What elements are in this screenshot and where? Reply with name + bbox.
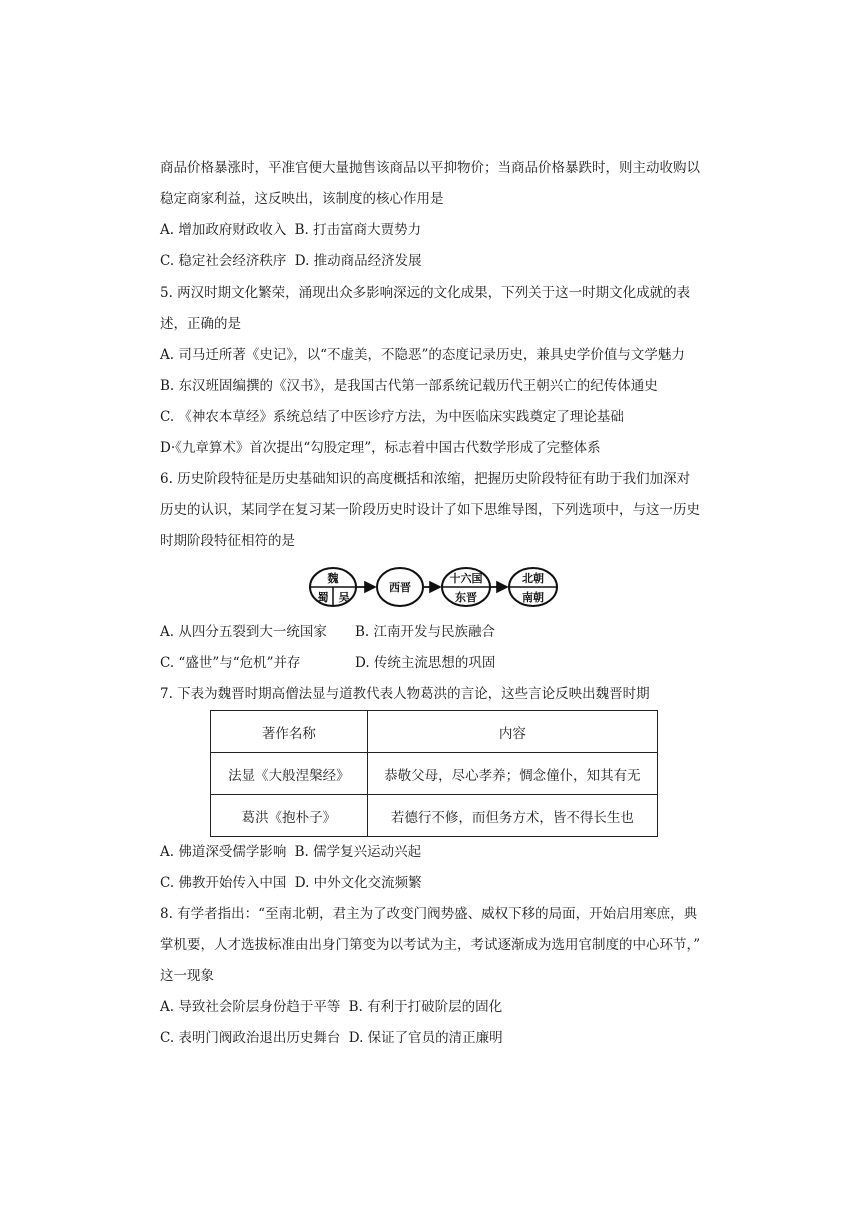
node1-top-label: 魏 — [327, 572, 339, 585]
table-row — [211, 795, 658, 837]
q6-stem-line1: 6. 历史阶段特征是历史基础知识的高度概括和浓缩，把握历史阶段特征有助于我们加深对 — [160, 471, 691, 487]
q5-stem-line2: 述，正确的是 — [160, 316, 241, 332]
q7-stem-line1: 7. 下表为魏晋时期高僧法显与道教代表人物葛洪的言论，这些言论反映出魏晋时期 — [160, 686, 650, 702]
table-cell: 恭敬父母，尽心孝养；惆念僮仆，知其有无 — [367, 753, 657, 795]
q5-option-b: B. 东汉班固编撰的《汉书》，是我国古代第一部系统记载历代王朝兴亡的纪传体通史 — [160, 378, 658, 394]
q8-options-cd — [160, 1032, 503, 1046]
q7-option-c: C. 佛教开始传入中国 — [160, 875, 287, 891]
q7-option-d: D. 中外文化交流频繁 — [294, 875, 422, 891]
q6-option-a: A. 从四分五裂到大一统国家 — [160, 624, 327, 640]
node4-top-label: 北朝 — [522, 572, 544, 585]
q5-option-a: A. 司马迁所著《史记》，以“不虚美，不隐恶”的态度记录历史，兼具史学价值与文学魅力 — [160, 347, 685, 363]
node3-bottom-label: 东晋 — [455, 591, 477, 604]
table-cell: 若德行不修，而但务方术，皆不得长生也 — [367, 795, 657, 837]
q8-option-d: D. 保证了官员的清正廉明 — [348, 1030, 503, 1046]
q8-option-c: C. 表明门阀政治退出历史舞台 — [160, 1030, 341, 1046]
q7-options-ab — [160, 846, 421, 860]
q7-quote-table — [210, 710, 658, 837]
q8-options-ab — [160, 1001, 502, 1015]
q4-options-cd — [160, 255, 422, 269]
table-row — [211, 753, 658, 795]
q4-option-b: B. 打击富商大贾势力 — [294, 222, 422, 238]
table-header-cell: 内容 — [367, 711, 657, 753]
node4-bottom-label: 南朝 — [522, 591, 544, 604]
q6-option-d: D. 传统主流思想的巩固 — [355, 655, 496, 671]
q6-stem-line3: 时期阶段特征相符的是 — [160, 533, 295, 549]
mind-map-diagram — [308, 565, 560, 609]
table-cell: 法显《大般涅槃经》 — [211, 753, 368, 795]
table-cell: 葛洪《抱朴子》 — [211, 795, 368, 837]
q7-option-b: B. 儒学复兴运动兴起 — [294, 844, 422, 860]
q8-option-b: B. 有利于打破阶层的固化 — [348, 999, 503, 1015]
table-header-cell: 著作名称 — [211, 711, 368, 753]
q4-option-c: C. 稳定社会经济秩序 — [160, 253, 287, 269]
q8-stem-line1: 8. 有学者指出：“至南北朝，君主为了改变门阀势盛、威权下移的局面，开始启用寒庶，典 — [160, 906, 698, 922]
q8-stem-line2: 掌机要，人才选拔标准由出身门第变为以考试为主，考试逐渐成为选用官制度的中心环节，” — [160, 937, 701, 953]
mind-map-svg — [308, 565, 560, 609]
q4-option-a: A. 增加政府财政收入 — [160, 222, 287, 238]
q7-option-a: A. 佛道深受儒学影响 — [160, 844, 287, 860]
q5-option-c: C. 《神农本草经》系统总结了中医诊疗方法，为中医临床实践奠定了理论基础 — [160, 409, 624, 425]
node1-right-label: 吴 — [338, 591, 350, 604]
node3-top-label: 十六国 — [449, 572, 483, 585]
q6-option-b: B. 江南开发与民族融合 — [355, 624, 496, 640]
table-header-row — [211, 711, 658, 753]
q4-stem-line2: 稳定商家利益，这反映出，该制度的核心作用是 — [160, 191, 444, 207]
node1-left-label: 蜀 — [317, 591, 329, 604]
q4-options-ab — [160, 224, 421, 238]
q4-stem-line1: 商品价格暴涨时，平准官便大量抛售该商品以平抑物价；当商品价格暴跌时，则主动收购以 — [160, 160, 700, 176]
q7-options-cd — [160, 877, 422, 891]
q6-option-c: C. “盛世”与“危机”并存 — [160, 655, 301, 671]
q8-stem-line3: 这一现象 — [160, 968, 214, 984]
q5-stem-line1: 5. 两汉时期文化繁荣，涌现出众多影响深远的文化成果，下列关于这一时期文化成就的表 — [160, 285, 691, 301]
node2-label: 西晋 — [389, 581, 411, 594]
q6-stem-line2: 历史的认识，某同学在复习某一阶段历史时设计了如下思维导图，下列选项中，与这一历史 — [160, 502, 700, 518]
q8-option-a: A. 导致社会阶层身份趋于平等 — [160, 999, 341, 1015]
q5-option-d: D·《九章算术》首次提出“勾股定理”，标志着中国古代数学形成了完整体系 — [160, 440, 601, 456]
q4-option-d: D. 推动商品经济发展 — [294, 253, 422, 269]
